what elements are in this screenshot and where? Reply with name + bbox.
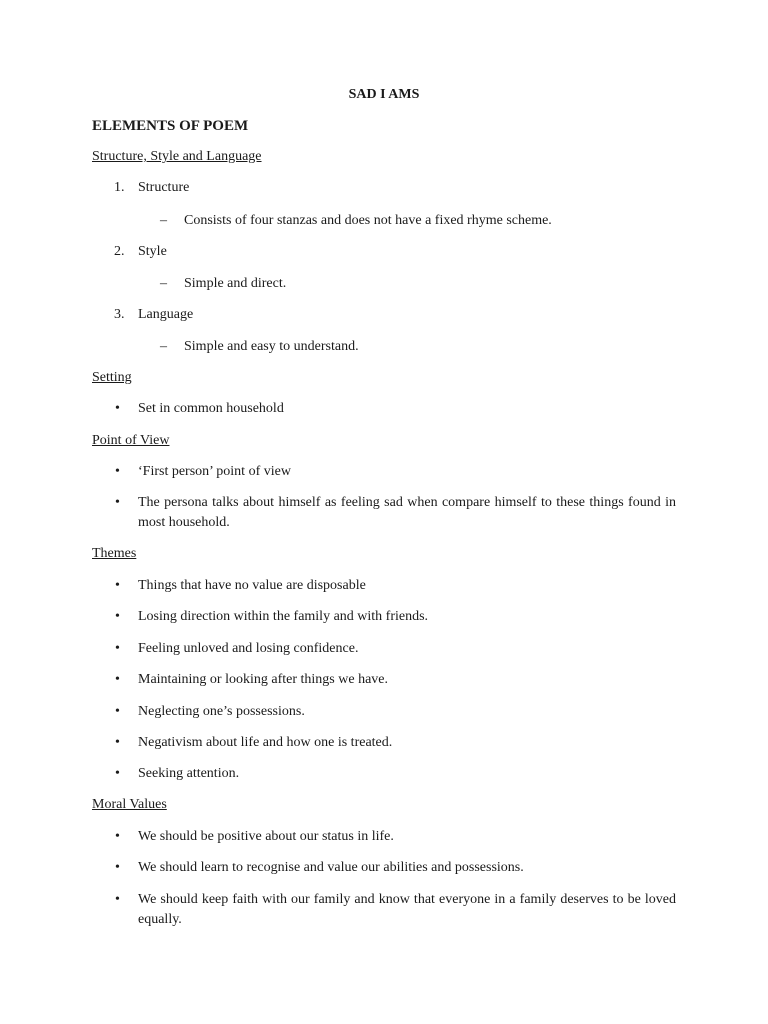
section-heading-structure-style-language: Structure, Style and Language [92, 149, 262, 164]
list-item: Things that have no value are disposable [138, 578, 366, 593]
section-heading-setting: Setting [92, 370, 132, 385]
bullet-icon: • [115, 401, 120, 416]
bullet-icon: • [115, 672, 120, 687]
bullet-icon: • [115, 735, 120, 750]
main-heading: ELEMENTS OF POEM [92, 118, 249, 134]
list-item-label: Structure [138, 180, 190, 195]
list-item-detail: Consists of four stanzas and does not have a fixed rhyme scheme. [184, 213, 552, 228]
list-item-label: Style [138, 244, 167, 259]
document-title: SAD I AMS [348, 87, 420, 102]
list-item: Seeking attention. [138, 766, 240, 781]
list-item: Set in common household [138, 401, 284, 416]
list-number: 3. [114, 307, 125, 322]
bullet-icon: • [115, 860, 120, 875]
list-item: We should keep faith with our family and know that everyone in a family deserves to be loved equally. [138, 892, 676, 927]
list-item: We should be positive about our status in life. [138, 829, 394, 844]
list-item: Maintaining or looking after things we have. [138, 672, 388, 687]
list-item: Negativism about life and how one is treated. [138, 735, 393, 750]
bullet-icon: • [115, 578, 120, 593]
section-heading-point-of-view: Point of View [92, 433, 170, 448]
bullet-icon: • [115, 495, 120, 510]
dash-marker: – [160, 339, 167, 354]
list-item: Neglecting one’s possessions. [138, 704, 305, 719]
bullet-icon: • [115, 609, 120, 624]
dash-marker: – [160, 213, 167, 228]
bullet-icon: • [115, 829, 120, 844]
list-item-detail: Simple and direct. [184, 276, 287, 291]
bullet-icon: • [115, 704, 120, 719]
list-number: 2. [114, 244, 125, 259]
section-heading-moral-values: Moral Values [92, 797, 167, 812]
list-item: ‘First person’ point of view [138, 464, 291, 479]
bullet-icon: • [115, 464, 120, 479]
list-item: We should learn to recognise and value our abilities and possessions. [138, 860, 524, 875]
bullet-icon: • [115, 766, 120, 781]
list-item-detail: Simple and easy to understand. [184, 339, 359, 354]
bullet-icon: • [115, 892, 120, 907]
list-item: Feeling unloved and losing confidence. [138, 641, 359, 656]
section-heading-themes: Themes [92, 546, 137, 561]
list-item-label: Language [138, 307, 194, 322]
dash-marker: – [160, 276, 167, 291]
list-item: Losing direction within the family and with friends. [138, 609, 429, 624]
list-number: 1. [114, 180, 125, 195]
list-item: The persona talks about himself as feeling sad when compare himself to these things found in most household. [138, 495, 676, 530]
bullet-icon: • [115, 641, 120, 656]
